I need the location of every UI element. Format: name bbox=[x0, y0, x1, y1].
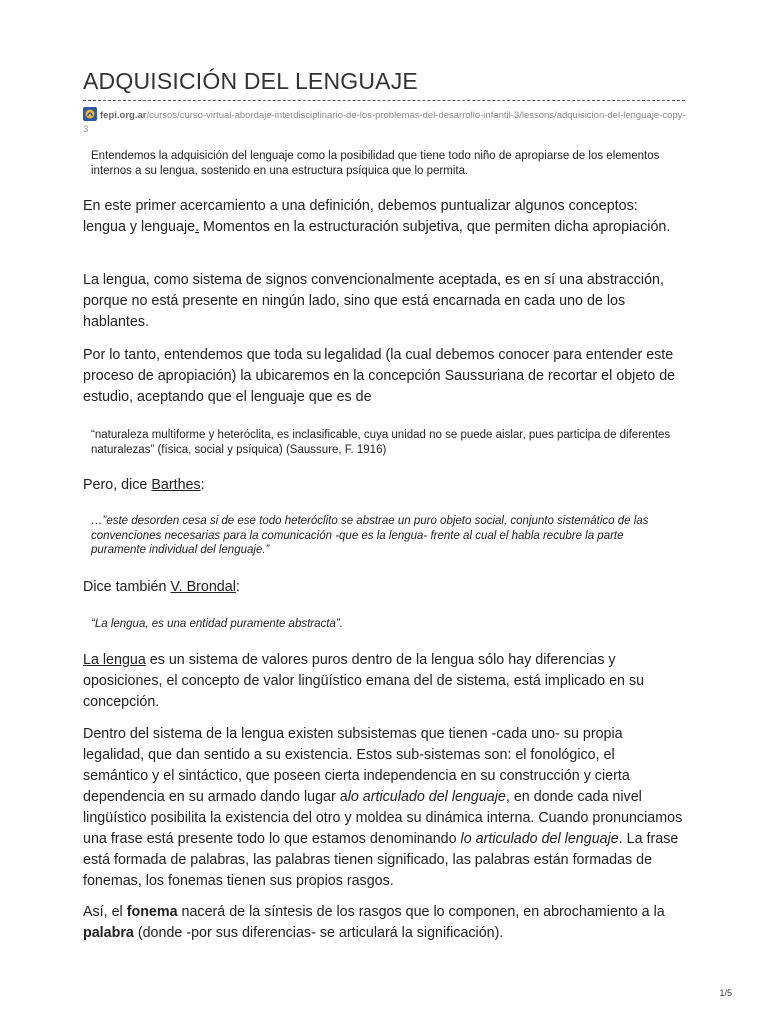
quote-saussure: “naturaleza multiforme y heteróclita, es inclasificable, cuya unidad no se puede aislar, pues participa de diferentes naturalezas” (física, social y psíquica) (Saussure, F. 1916) bbox=[91, 429, 671, 456]
paragraph-3: Por lo tanto, entendemos que toda su legalidad (la cual debemos conocer para entender este proceso de apropiación) la ubicaremos en la concepción Saussuriana de recortar el objeto de estudio, aceptando que el lenguaje que es de bbox=[83, 347, 676, 405]
source-path[interactable]: /cursos/curso-virtual-abordaje-interdisciplinario-de-los-problemas-del-desarrollo-infantil-3/lessons/adquisicion-del-lenguaje-copy-3 bbox=[83, 110, 686, 135]
intro-block: Entendemos la adquisición del lenguaje como la posibilidad que tiene todo niño de apropiarse de los elementos internos a su lengua, sostenido en una estructura psíquica que lo permita. bbox=[91, 150, 660, 177]
paragraph-6: La lengua es un sistema de valores puros dentro de la lengua sólo hay diferencias y oposiciones, el concepto de valor lingüístico emana del de sistema, está implicado en su concepción. bbox=[83, 652, 645, 710]
barthes-link[interactable]: Barthes bbox=[151, 477, 201, 493]
la-lengua-link[interactable]: La lengua bbox=[83, 652, 146, 668]
paragraph-7: Dentro del sistema de la lengua existen subsistemas que tienen -cada uno- su propia legalidad, que dan sentido a su existencia. Estos sub-sistemas son: el fonológico, el semántico y el sintáctico, que poseen cierta independencia en su construcción y cierta dependencia en su armado dando lugar alo articulado del lenguaje, en donde cada nivel lingüístico posibilita la existencia del otro y moldea su dinámica interna. Cuando pronunciamos una frase está presente todo lo que estamos denominando lo articulado del lenguaje. La frase está formada de palabras, las palabras tienen significado, las palabras están formadas de fonemas, los fonemas tienen sus propios rasgos. bbox=[83, 726, 683, 889]
source-host[interactable]: fepi.org.ar bbox=[100, 110, 147, 121]
page-title: ADQUISICIÓN DEL LENGUAJE bbox=[83, 68, 418, 94]
paragraph-5: Dice también V. Brondal: bbox=[83, 579, 240, 595]
quote-brondal: “La lengua, es una entidad puramente abstracta”. bbox=[91, 618, 343, 630]
paragraph-4: Pero, dice Barthes: bbox=[83, 477, 205, 493]
quote-barthes: …”este desorden cesa si de ese todo heteróclito se abstrae un puro objeto social, conjunto sistemático de las convenciones necesarias para la comunicación -que es la lengua- frente al cual el habla recubre la parte puramente individual del lenguaje.” bbox=[91, 515, 649, 556]
source-url[interactable] bbox=[83, 107, 688, 137]
page-number: 1/5 bbox=[719, 988, 732, 998]
paragraph-2: La lengua, como sistema de signos convencionalmente aceptada, es en sí una abstracción, porque no está presente en ningún lado, sino que está encarnada en cada uno de los hablantes. bbox=[83, 272, 664, 330]
paragraph-8: Así, el fonema nacerá de la síntesis de los rasgos que lo componen, en abrochamiento a la palabra (donde -por sus diferencias- se articulará la significación). bbox=[83, 904, 665, 941]
title-divider bbox=[83, 100, 685, 101]
paragraph-1: En este primer acercamiento a una definición, debemos puntualizar algunos conceptos: lengua y lenguaje. Momentos en la estructuración subjetiva, que permiten dicha apropiación. bbox=[83, 198, 671, 235]
inline-link[interactable]: . bbox=[195, 219, 200, 235]
site-favicon-icon bbox=[83, 107, 97, 121]
brondal-link[interactable]: V. Brondal bbox=[170, 579, 236, 595]
